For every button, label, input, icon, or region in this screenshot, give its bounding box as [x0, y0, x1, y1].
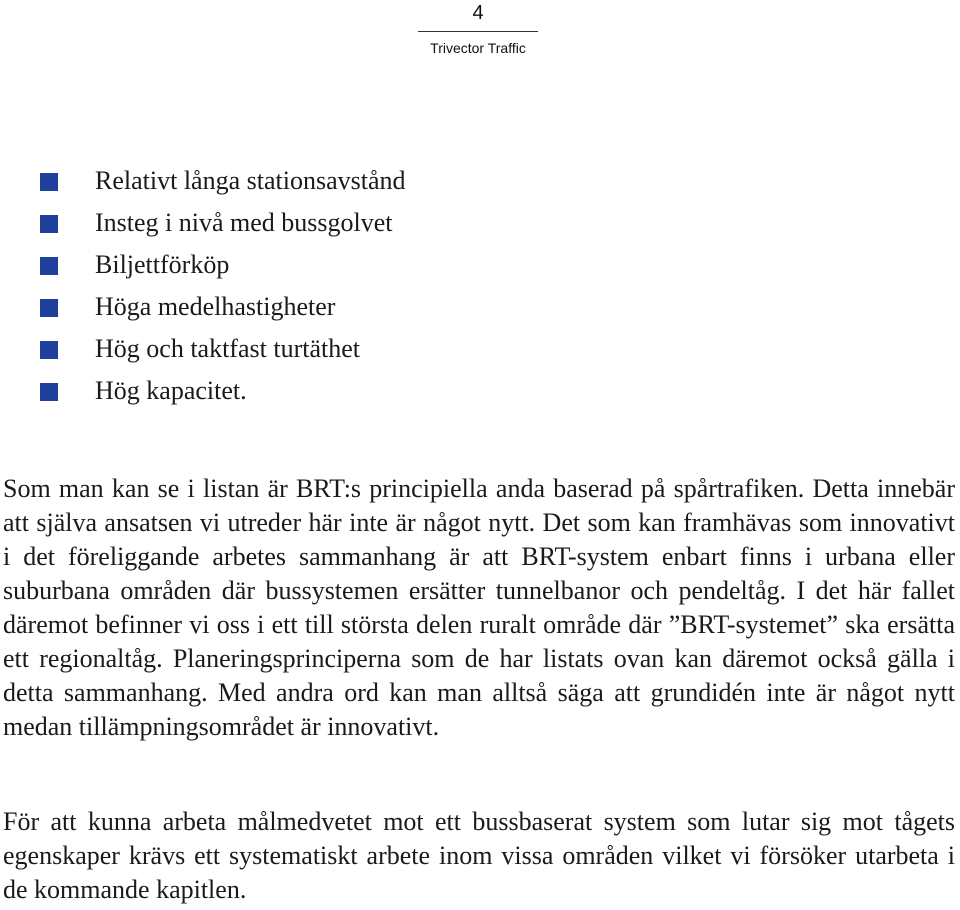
square-bullet-icon: [40, 299, 58, 317]
header-rule: [418, 31, 538, 32]
company-name: Trivector Traffic: [430, 40, 526, 56]
list-item-text: Insteg i nivå med bussgolvet: [95, 208, 393, 237]
square-bullet-icon: [40, 215, 58, 233]
page-header: [418, 0, 538, 56]
feature-list: [40, 161, 406, 413]
list-item-text: Höga medelhastigheter: [95, 292, 336, 321]
square-bullet-icon: [40, 383, 58, 401]
square-bullet-icon: [40, 257, 58, 275]
list-item: [40, 329, 406, 371]
list-item: [40, 371, 406, 413]
body-paragraph: Som man kan se i listan är BRT:s principiella anda baserad på spårtrafiken. Detta innebär att själva ansatsen vi utreder här inte är något nytt. Det som kan framhävas som innovativt i det föreliggande arbetes sammanhang är att BRT-system enbart finns i urbana eller suburbana områden där bussystemen ersätter tunnelbanor och pendeltåg. I det här fallet däremot befinner vi oss i ett till största delen ruralt område där ”BRT-systemet” ska ersätta ett regionaltåg. Planeringsprinciperna som de har listats ovan kan däremot också gälla i detta sammanhang. Med andra ord kan man alltså säga att grundidén inte är något nytt medan tillämpningsområdet är innovativt.: [3, 474, 955, 741]
page-number: 4: [472, 2, 484, 24]
square-bullet-icon: [40, 341, 58, 359]
list-item-text: Biljettförköp: [95, 250, 230, 279]
list-item-text: Hög och taktfast turtäthet: [95, 334, 360, 363]
list-item: [40, 287, 406, 329]
body-paragraph: För att kunna arbeta målmedvetet mot ett bussbaserat system som lutar sig mot tågets egenskaper krävs ett systematiskt arbete inom vissa områden vilket vi försöker utarbeta i de kommande kapitlen.: [3, 807, 955, 904]
list-item-text: Hög kapacitet.: [95, 376, 247, 405]
list-item: [40, 203, 406, 245]
list-item: [40, 161, 406, 203]
square-bullet-icon: [40, 173, 58, 191]
list-item-text: Relativt långa stationsavstånd: [95, 166, 406, 195]
list-item: [40, 245, 406, 287]
